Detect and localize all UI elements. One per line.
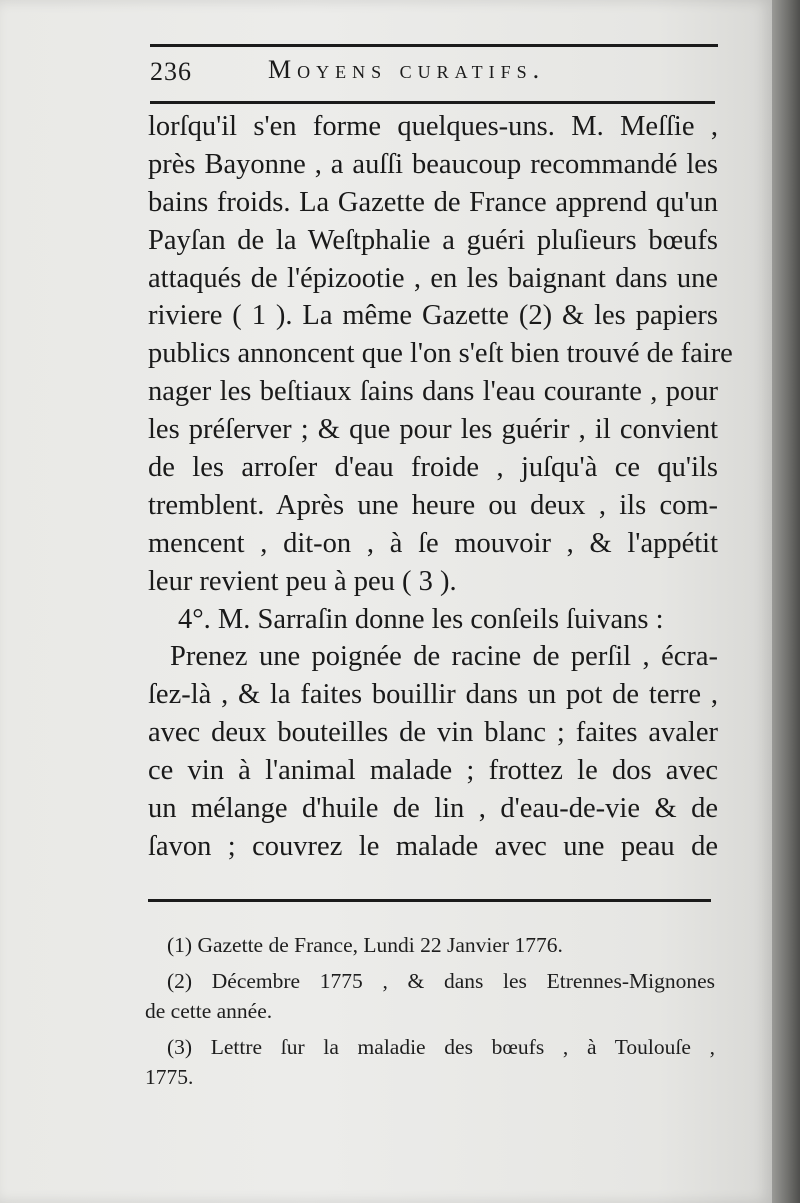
text-line: lorſqu'il s'en forme quelques-uns. M. Meſſie , [148,111,718,142]
text-line: leur revient peu à peu ( 3 ). [148,565,457,597]
text-line: avec deux bouteilles de vin blanc ; faites avaler [148,717,718,749]
text-line: près Bayonne , a auſſi beaucoup recommandé les [148,148,718,180]
text-line: bains froids. La Gazette de France apprend qu'un [148,186,718,218]
body-text [148,108,733,866]
text-line: ſavon ; couvrez le malade avec une peau de [148,830,718,862]
text-line: publics annoncent que l'on s'eſt bien trouvé de faire [148,338,733,370]
footnote-line: 1775. [145,1065,194,1089]
text-line: un mélange d'huile de lin , d'eau-de-vie & de [148,793,718,825]
footnotes [145,930,715,1098]
running-head: Moyens curatifs. [268,55,546,84]
text-line: nager les beſtiaux ſains dans l'eau courante , pour [148,376,718,408]
text-line: ſez-là , & la faites bouillir dans un pot de terre , [148,679,718,711]
book-gutter-edge [772,0,800,1203]
page-number: 236 [150,57,192,86]
text-line: mencent , dit-on , à ſe mouvoir , & l'appétit [148,527,718,559]
footnote-3 [145,1032,715,1092]
section-heading-line: 4°. M. Sarraſin donne les conſeils ſuivans : [178,603,664,635]
page-header [150,55,715,95]
footnote-line: (3) Lettre ſur la maladie des bœufs , à Toulouſe , [167,1035,715,1059]
text-line: ce vin à l'animal malade ; frottez le dos avec [148,755,718,787]
text-line: attaqués de l'épizootie , en les baignant dans une [148,262,718,294]
text-line: de les arroſer d'eau froide , juſqu'à ce qu'ils [148,452,718,484]
header-bottom-rule [150,101,715,104]
footnote-rule [148,899,711,902]
footnote-1 [145,930,715,960]
text-line: les préſerver ; & que pour les guérir , il convient [148,414,718,446]
footnote-line: (2) Décembre 1775 , & dans les Etrennes-Mignones [167,969,715,993]
footnote-2 [145,966,715,1026]
header-top-rule [150,44,718,47]
text-line: tremblent. Après une heure ou deux , ils com- [148,489,718,521]
text-line: Prenez une poignée de racine de perſil , écra- [170,641,718,673]
footnote-line: de cette année. [145,999,273,1023]
footnote-line: (1) Gazette de France, Lundi 22 Janvier 1776. [167,933,563,957]
text-line: Payſan de la Weſtphalie a guéri pluſieurs bœufs [148,224,718,256]
text-line: riviere ( 1 ). La même Gazette (2) & les papiers [148,300,718,332]
